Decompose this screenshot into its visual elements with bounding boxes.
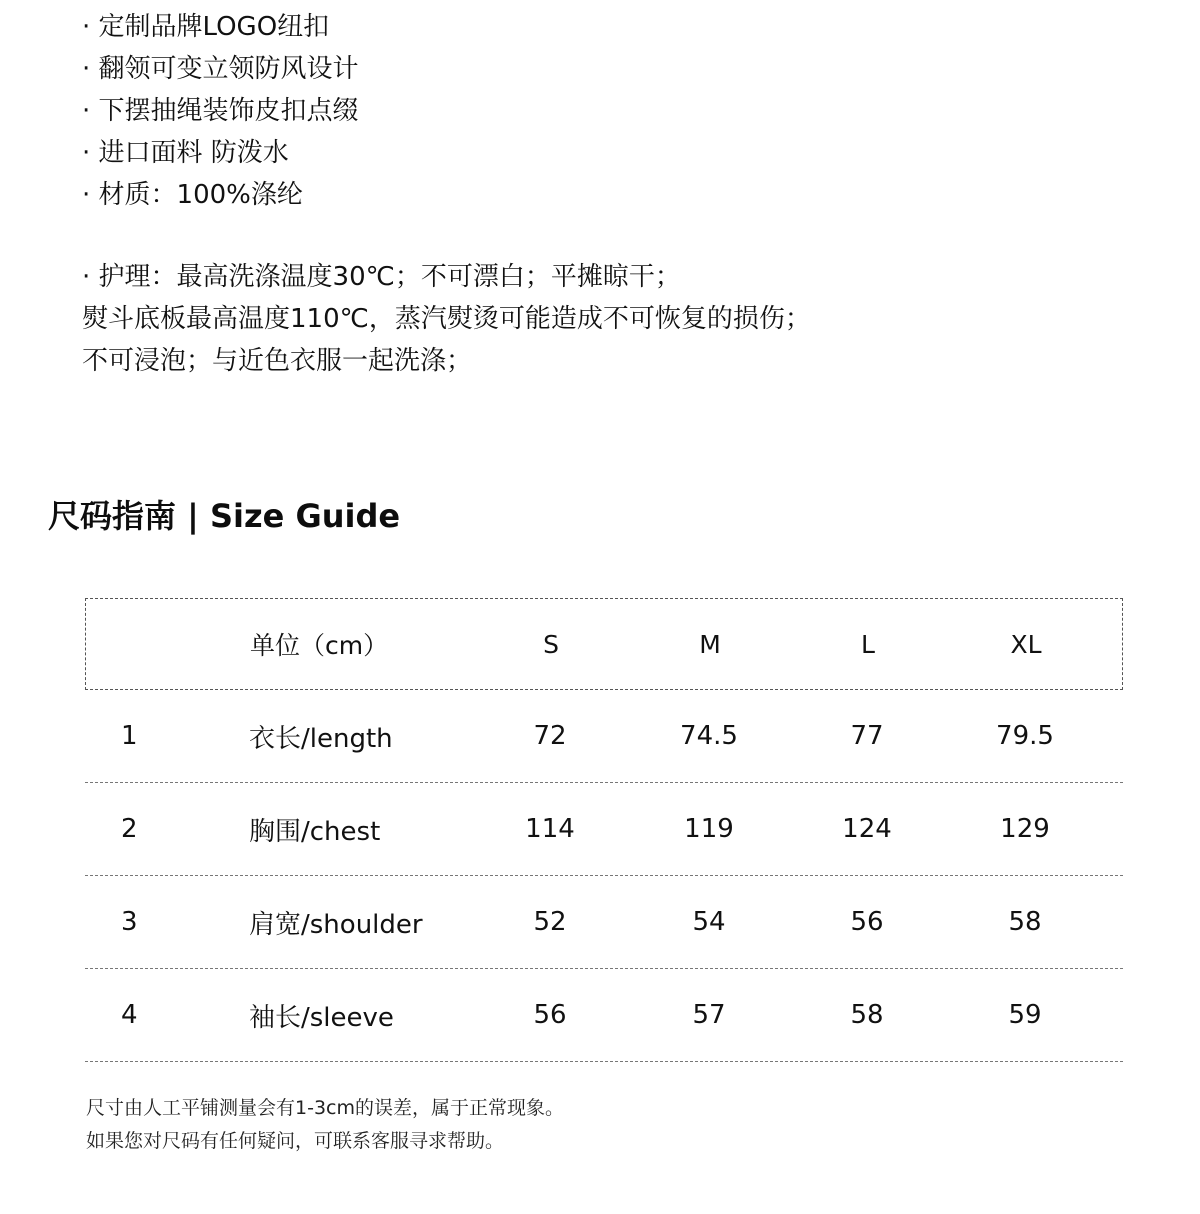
size-header-xl: XL: [1010, 629, 1042, 659]
value-xl: 129: [1000, 814, 1050, 844]
measurement-name: 胸围/chest: [249, 816, 381, 847]
size-table-header: [85, 598, 1123, 690]
measurement-name: 肩宽/shoulder: [249, 909, 423, 940]
value-m: 54: [692, 907, 726, 937]
care-instructions: [82, 256, 1082, 382]
value-s: 52: [533, 907, 567, 937]
note-line: 如果您对尺码有任何疑问，可联系客服寻求帮助。: [86, 1130, 505, 1152]
value-m: 57: [692, 1000, 726, 1030]
measurement-name: 袖长/sleeve: [249, 1002, 394, 1033]
note-line: 尺寸由人工平铺测量会有1-3cm的误差，属于正常现象。: [86, 1097, 564, 1119]
row-index: 3: [121, 907, 138, 937]
value-xl: 79.5: [996, 721, 1054, 751]
size-header-l: L: [861, 629, 875, 659]
care-line: 不可浸泡；与近色衣服一起洗涤；: [82, 346, 473, 376]
size-table: [85, 598, 1123, 1062]
value-s: 72: [533, 721, 567, 751]
unit-header: 单位（cm）: [250, 631, 389, 660]
feature-item: · 进口面料 防泼水: [82, 138, 289, 168]
size-header-s: S: [543, 629, 559, 659]
size-header-m: M: [699, 629, 721, 659]
feature-item: · 下摆抽绳装饰皮扣点缀: [82, 96, 359, 126]
value-s: 56: [533, 1000, 567, 1030]
size-note: [86, 1092, 1086, 1158]
care-line: 熨斗底板最高温度110℃，蒸汽熨烫可能造成不可恢复的损伤；: [82, 304, 811, 334]
value-s: 114: [525, 814, 575, 844]
feature-item: · 翻领可变立领防风设计: [82, 54, 359, 84]
feature-list: [82, 6, 1082, 216]
value-m: 74.5: [680, 721, 738, 751]
size-guide-title: 尺码指南 | Size Guide: [48, 497, 401, 535]
row-index: 2: [121, 814, 138, 844]
measurement-name: 衣长/length: [249, 723, 393, 754]
value-l: 56: [850, 907, 884, 937]
value-l: 58: [850, 1000, 884, 1030]
table-row: [85, 690, 1123, 783]
table-row: [85, 783, 1123, 876]
row-index: 4: [121, 1000, 138, 1030]
value-xl: 59: [1008, 1000, 1042, 1030]
care-line: · 护理：最高洗涤温度30℃；不可漂白；平摊晾干；: [82, 262, 681, 292]
value-m: 119: [684, 814, 734, 844]
feature-item: · 材质：100%涤纶: [82, 180, 303, 210]
table-row: [85, 969, 1123, 1062]
value-xl: 58: [1008, 907, 1042, 937]
value-l: 124: [842, 814, 892, 844]
table-row: [85, 876, 1123, 969]
row-index: 1: [121, 721, 138, 751]
value-l: 77: [850, 721, 884, 751]
feature-item: · 定制品牌LOGO纽扣: [82, 12, 330, 42]
